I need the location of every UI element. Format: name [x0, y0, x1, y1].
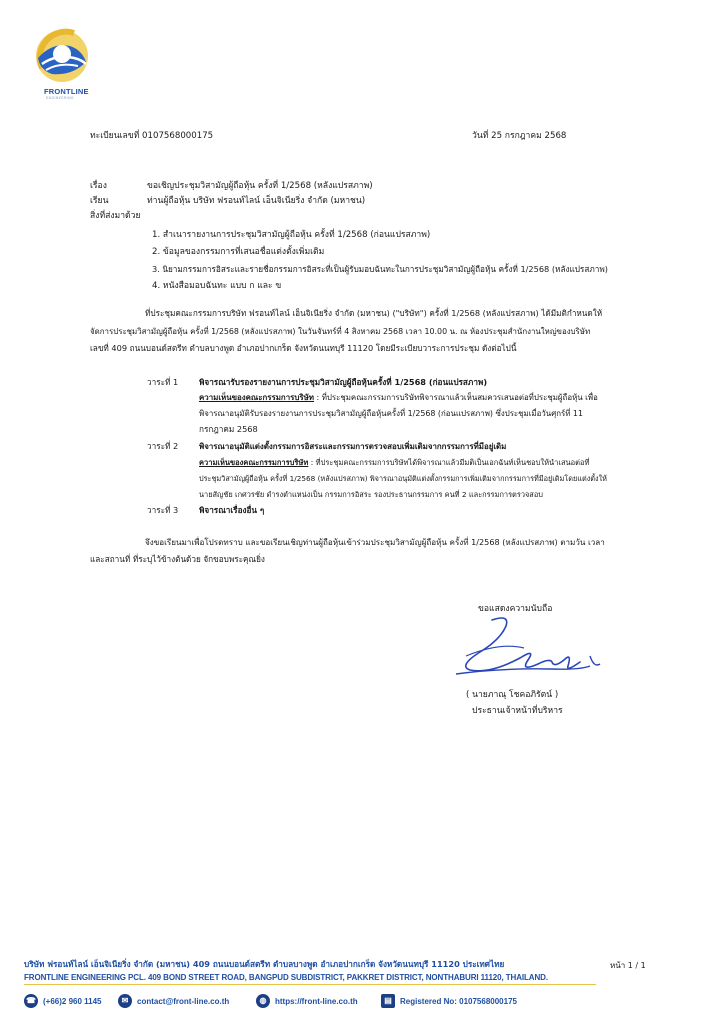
phone-text: (+66)2 960 1145: [43, 996, 102, 1006]
agenda-title: พิจารณาอนุมัติแต่งตั้งกรรมการอิสระและกรรมการตรวจสอบเพิ่มเติมจากกรรมการที่มีอยู่เดิม: [199, 442, 507, 451]
company-logo: [30, 24, 94, 104]
email-icon: ✉: [118, 994, 132, 1008]
registration-number: ทะเบียนเลขที่ 0107568000175: [90, 131, 214, 141]
opinion-label: ความเห็นของคณะกรรมการบริษัท: [199, 393, 315, 402]
agenda-text: ประชุมวิสามัญผู้ถือหุ้น ครั้งที่ 1/2568 (หลังแปรสภาพ) พิจารณาอนุมัติแต่งตั้งกรรมการเพิ่มเติมจากกรรมการที่มีอยู่เดิมโดยแต่งตั้งให้: [199, 474, 607, 483]
logo-mark: [30, 24, 94, 88]
footer-email[interactable]: [118, 994, 229, 1008]
intro-line: จัดการประชุมวิสามัญผู้ถือหุ้น ครั้งที่ 1/2568 (หลังแปรสภาพ) ในวันจันทร์ที่ 4 สิงหาคม 2568 เวลา 10.00 น. ณ ห้องประชุมสำนักงานใหญ่ของบริษัท: [90, 327, 591, 336]
intro-line: เลขที่ 409 ถนนบอนด์สตรีท ตำบลบางพูด อำเภอปากเกร็ด จังหวัดนนทบุรี 11120 โดยมีระเบียบวาระการประชุม ดังต่อไปนี้: [90, 343, 517, 353]
footer-website[interactable]: [256, 994, 358, 1008]
opinion-label: ความเห็นของคณะกรรมการบริษัท: [199, 458, 309, 467]
signer-title: ประธานเจ้าหน้าที่บริหาร: [472, 706, 563, 716]
footer-address-thai: บริษัท ฟรอนท์ไลน์ เอ็นจิเนียริ่ง จำกัด (มหาชน) 409 ถนนบอนด์สตรีท ตำบลบางพูด อำเภอปากเกร็ด จังหวัดนนทบุรี 11120 ประเทศไทย: [24, 959, 505, 969]
website-text[interactable]: https://front-line.co.th: [275, 996, 358, 1006]
agenda-text: นายสัญชัย เกศวรชัย ดำรงตำแหน่งเป็น กรรมการอิสระ รองประธานกรรมการ คนที่ 2 และกรรมการตรวจสอบ: [199, 490, 543, 499]
footer-address-english: FRONTLINE ENGINEERING PCL. 409 BOND STREET ROAD, BANGPUD SUBDISTRICT, PAKKRET DISTRICT, NONTHABURI 11120, THAILAND.: [24, 973, 548, 982]
agenda-number: วาระที่ 3: [147, 505, 179, 515]
agenda-opinion: [199, 391, 598, 404]
logo-name: FRONTLINE: [44, 87, 89, 96]
footer-divider: [24, 984, 596, 985]
signer-name: ( นายภาณุ โชคอภิรัตน์ ): [466, 690, 559, 700]
agenda-opinion: [199, 456, 589, 469]
phone-icon: ☎: [24, 994, 38, 1008]
enclosure-item: 4. หนังสือมอบฉันทะ แบบ ก และ ข: [152, 281, 282, 291]
closing-line: จึงขอเรียนมาเพื่อโปรดทราบ และขอเรียนเชิญท่านผู้ถือหุ้นเข้าร่วมประชุมวิสามัญผู้ถือหุ้น ครั้งที่ 1/2568 (หลังแปรสภาพ) ตามวัน เวลา: [145, 537, 605, 547]
agenda-title: พิจารณาเรื่องอื่น ๆ: [199, 505, 265, 515]
agenda-number: วาระที่ 1: [147, 377, 179, 387]
document-date: วันที่ 25 กรกฎาคม 2568: [472, 131, 567, 141]
enclosures-label: สิ่งที่ส่งมาด้วย: [90, 211, 141, 221]
email-text[interactable]: contact@front-line.co.th: [137, 996, 230, 1006]
regards-text: ขอแสดงความนับถือ: [478, 604, 553, 614]
agenda-title: พิจารณารับรองรายงานการประชุมวิสามัญผู้ถือหุ้นครั้งที่ 1/2568 (ก่อนแปรสภาพ): [199, 377, 488, 387]
agenda-text: พิจารณาอนุมัติรับรองรายงานการประชุมวิสามัญผู้ถือหุ้นครั้งที่ 1/2568 (ก่อนแปรสภาพ) ซึ่งประชุมเมื่อวันศุกร์ที่ 11: [199, 409, 583, 418]
logo-subtitle: ENGINEERING: [46, 96, 74, 100]
page-number: หน้า 1 / 1: [610, 961, 646, 970]
footer-registration: [381, 994, 517, 1008]
intro-line: ที่ประชุมคณะกรรมการบริษัท ฟรอนท์ไลน์ เอ็นจิเนียริ่ง จำกัด (มหาชน) ("บริษัท") ครั้งที่ 1/2568 (หลังแปรสภาพ) ได้มีมติกำหนดให้: [145, 308, 603, 318]
footer-phone: [24, 994, 102, 1008]
registration-text: Registered No: 0107568000175: [400, 996, 517, 1006]
to-label: เรียน: [90, 196, 109, 206]
globe-icon: ◍: [256, 994, 270, 1008]
handwritten-signature: [440, 612, 620, 687]
enclosure-item: 1. สำเนารายงานการประชุมวิสามัญผู้ถือหุ้น ครั้งที่ 1/2568 (ก่อนแปรสภาพ): [152, 230, 431, 240]
opinion-text: : ที่ประชุมคณะกรรมการบริษัทได้พิจารณาแล้วมีมติเป็นเอกฉันท์เห็นชอบให้นำเสนอต่อที่: [308, 458, 590, 467]
agenda-text: กรกฎาคม 2568: [199, 424, 258, 434]
agenda-number: วาระที่ 2: [147, 441, 179, 451]
subject-text: ขอเชิญประชุมวิสามัญผู้ถือหุ้น ครั้งที่ 1/2568 (หลังแปรสภาพ): [147, 181, 373, 191]
signature-image: [440, 612, 620, 687]
to-text: ท่านผู้ถือหุ้น บริษัท ฟรอนท์ไลน์ เอ็นจิเนียริ่ง จำกัด (มหาชน): [147, 196, 366, 206]
subject-label: เรื่อง: [90, 181, 107, 191]
opinion-text: : ที่ประชุมคณะกรรมการบริษัทพิจารณาแล้วเห็นสมควรเสนอต่อที่ประชุมผู้ถือหุ้น เพื่อ: [314, 393, 598, 402]
document-icon: ▤: [381, 994, 395, 1008]
closing-line: และสถานที่ ที่ระบุไว้ข้างต้นด้วย จักขอบพระคุณยิ่ง: [90, 554, 265, 564]
enclosure-item: 2. ข้อมูลของกรรมการที่เสนอชื่อแต่งตั้งเพิ่มเติม: [152, 247, 325, 257]
enclosure-item: 3. นิยามกรรมการอิสระและรายชื่อกรรมการอิสระที่เป็นผู้รับมอบฉันทะในการประชุมวิสามัญผู้ถือหุ้น ครั้งที่ 1/2568 (หลังแปรสภาพ): [152, 264, 608, 274]
